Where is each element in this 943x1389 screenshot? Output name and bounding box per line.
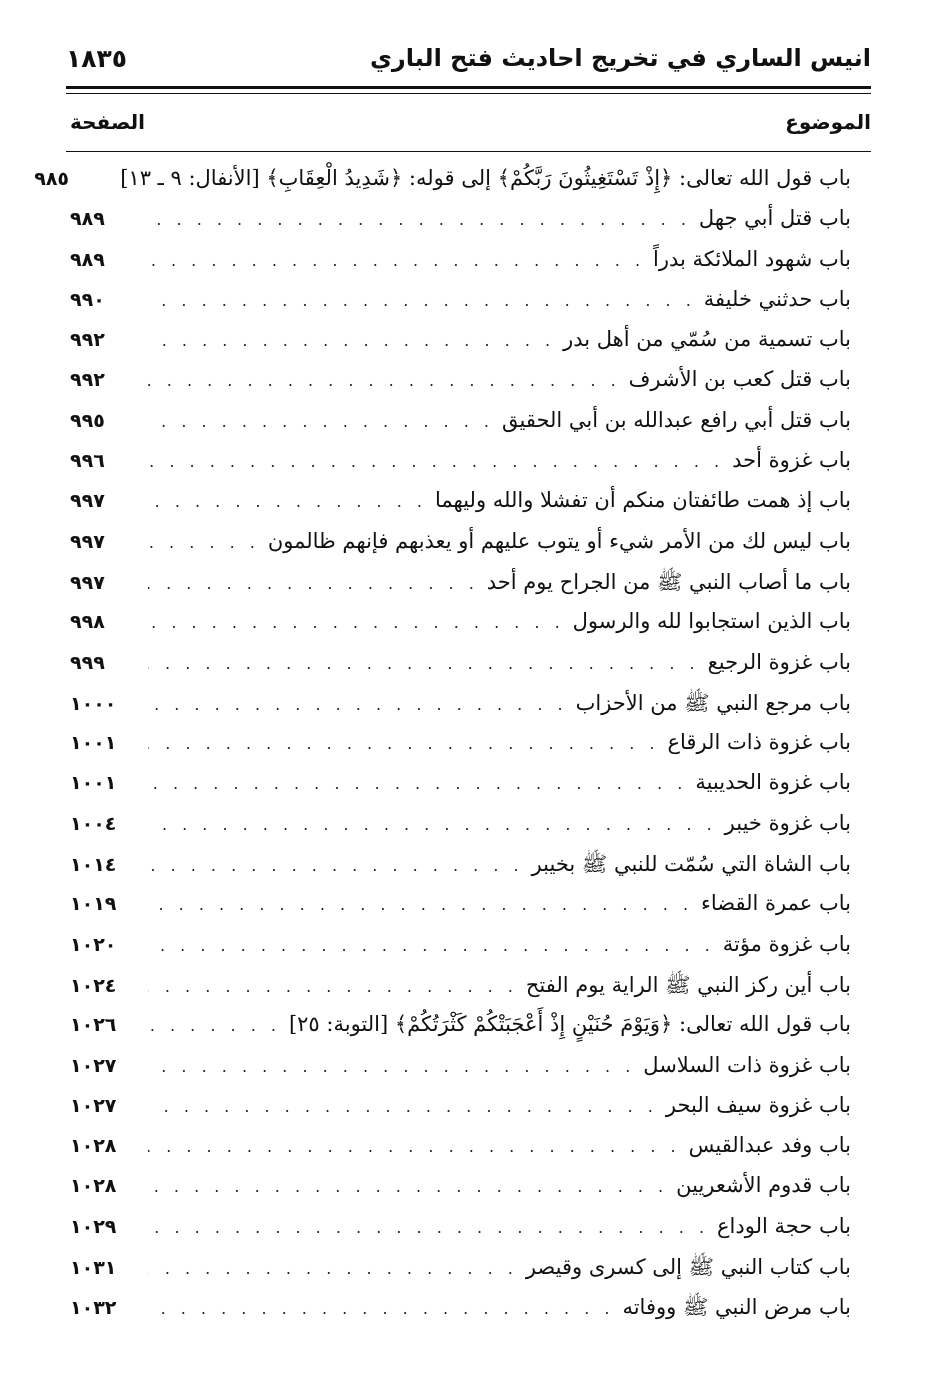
entry-page-number: ٩٩٧ [70,530,105,553]
entry-title: باب غزوة أحد [732,448,851,473]
dot-leader [148,1177,668,1196]
topic-column-heading: الموضوع [785,110,871,134]
entry-title: باب غزوة خيبر [724,810,851,835]
entry-title: باب إذ همت طائفتان منكم أن تفشلا والله وليهما [434,488,851,513]
entry-title: باب كتاب النبي ﷺ إلى كسرى وقيصر [525,1255,851,1280]
entry-page-number: ٩٨٩ [70,208,105,231]
toc-entry [70,327,851,367]
toc-entry [70,609,851,649]
entry-page-number: ١٠٠١ [70,772,117,795]
running-header [66,44,871,84]
entry-title: باب غزوة مؤتة [722,931,851,956]
toc-entry [70,569,851,609]
column-headings [70,110,871,142]
dot-leader [148,371,621,390]
toc-entry [70,650,851,690]
header-rule-thick [66,86,871,89]
entry-title: باب أين ركز النبي ﷺ الراية يوم الفتح [525,972,851,997]
dot-leader [148,574,479,593]
column-heading-rule [66,151,871,152]
entry-page-number: ٩٩٢ [70,329,105,352]
dot-leader [148,654,700,673]
toc-entry [70,1173,851,1213]
entry-page-number: ١٠٠٤ [70,812,117,835]
toc-entry [70,1294,851,1334]
toc-entry [70,770,851,810]
dot-leader [148,412,494,431]
entry-title: باب قتل أبي رافع عبدالله بن أبي الحقيق [501,407,851,432]
toc-entry [70,932,851,972]
entry-title: باب مرض النبي ﷺ ووفاته [622,1295,851,1320]
toc-entry [70,891,851,931]
entry-title: باب غزوة ذات الرقاع [667,730,851,755]
toc-entry [70,529,851,569]
toc-entry [70,367,851,407]
dot-leader [148,977,518,996]
entry-page-number: ٩٨٥ [34,168,70,190]
page-column-heading: الصفحة [70,110,146,134]
dot-leader [148,936,715,955]
entry-title: باب تسمية من سُمّي من أهل بدر [563,327,851,352]
dot-leader [148,210,691,229]
entry-title: باب قول الله تعالى: ﴿إِذْ تَسْتَغِيثُونَ رَبَّكُمْ﴾ إلى قوله: ﴿شَدِيدُ الْعِقَابِ﴾ [الأنفال: ٩ ـ ١٣] [120,166,851,190]
entry-title: باب الشاة التي سُمّت للنبي ﷺ بخيبر [531,852,851,877]
entry-page-number: ١٠١٩ [70,893,117,916]
dot-leader [148,856,524,875]
entry-page-number: ١٠٠٠ [70,692,117,715]
page-number: ١٨٣٥ [66,44,128,73]
dot-leader [148,1259,518,1278]
toc-entry [70,488,851,528]
toc-entry [70,408,851,448]
dot-leader [148,331,555,350]
entry-page-number: ١٠٢٨ [70,1135,117,1158]
toc-entry [70,287,851,327]
header-rule-thin [66,93,871,94]
entry-title: باب قدوم الأشعريين [676,1173,851,1198]
dot-leader [148,1097,658,1116]
dot-leader [148,291,696,310]
entry-page-number: ٩٩٦ [70,450,105,473]
entry-page-number: ١٠٢٦ [70,1014,117,1037]
toc-entry [70,247,851,287]
entry-page-number: ٩٩٥ [70,409,105,432]
entry-page-number: ١٠٣٢ [70,1297,117,1320]
entry-page-number: ٩٨٩ [70,248,105,271]
entry-title: باب مرجع النبي ﷺ من الأحزاب [575,690,851,715]
entry-page-number: ١٠٢٨ [70,1175,117,1198]
dot-leader [148,1057,635,1076]
toc-entry [70,972,851,1012]
entry-page-number: ٩٩٧ [70,571,105,594]
entry-title: باب شهود الملائكة بدراً [653,246,851,271]
entry-title: باب قتل كعب بن الأشرف [628,367,851,392]
entry-page-number: ١٠٢٩ [70,1215,117,1238]
toc-entry [70,448,851,488]
entry-title: باب حجة الوداع [717,1213,851,1238]
dot-leader [148,452,724,471]
toc-entry [70,690,851,730]
entry-page-number: ١٠٢٠ [70,933,117,956]
toc-entry [70,811,851,851]
table-of-contents [34,166,851,1335]
dot-leader [148,533,260,552]
entry-page-number: ٩٩٧ [70,490,105,513]
entry-title: باب غزوة الرجيع [707,649,851,674]
toc-entry [70,206,851,246]
dot-leader [148,613,565,632]
entry-page-number: ١٠٠١ [70,732,117,755]
dot-leader [148,1299,614,1318]
toc-entry [70,1053,851,1093]
toc-entry [70,730,851,770]
dot-leader [148,695,568,714]
entry-page-number: ١٠٢٧ [70,1054,117,1077]
toc-entry [70,1012,851,1052]
dot-leader [148,1016,281,1035]
toc-entry [70,851,851,891]
entry-page-number: ١٠٢٧ [70,1094,117,1117]
entry-page-number: ٩٩٢ [70,369,105,392]
entry-title: باب حدثني خليفة [703,286,851,311]
book-title: انيس الساري في تخريج احاديث فتح الباري [369,44,871,72]
entry-page-number: ١٠١٤ [70,854,117,877]
entry-title: باب غزوة ذات السلاسل [643,1052,851,1077]
entry-page-number: ٩٩٠ [70,288,105,311]
dot-leader [148,895,693,914]
entry-title: باب غزوة سيف البحر [665,1092,851,1117]
toc-entry [70,1214,851,1254]
entry-page-number: ١٠٣١ [70,1257,117,1280]
dot-leader [148,251,645,270]
entry-title: باب غزوة الحديبية [695,770,851,795]
entry-page-number: ١٠٢٤ [70,974,117,997]
toc-entry [70,1133,851,1173]
entry-title: باب قول الله تعالى: ﴿وَيَوْمَ حُنَيْنٍ إِذْ أَعْجَبَتْكُمْ كَثْرَتُكُمْ﴾ [التوبة: ٢٥] [288,1012,851,1037]
toc-entry [70,1254,851,1294]
entry-page-number: ٩٩٨ [70,611,105,634]
dot-leader [148,1137,681,1156]
toc-entry [70,1093,851,1133]
entry-title: باب الذين استجابوا لله والرسول [572,609,851,634]
dot-leader [148,774,687,793]
entry-title: باب عمرة القضاء [701,891,851,916]
entry-page-number: ٩٩٩ [70,651,105,674]
toc-entry [34,166,851,206]
dot-leader [148,1218,709,1237]
dot-leader [148,734,660,753]
dot-leader [148,815,717,834]
entry-title: باب ليس لك من الأمر شيء أو يتوب عليهم أو يعذبهم فإنهم ظالمون [267,528,851,553]
entry-title: باب ما أصاب النبي ﷺ من الجراح يوم أحد [486,569,851,594]
dot-leader [148,492,427,511]
entry-title: باب وفد عبدالقيس [688,1133,851,1158]
entry-title: باب قتل أبي جهل [698,206,851,231]
